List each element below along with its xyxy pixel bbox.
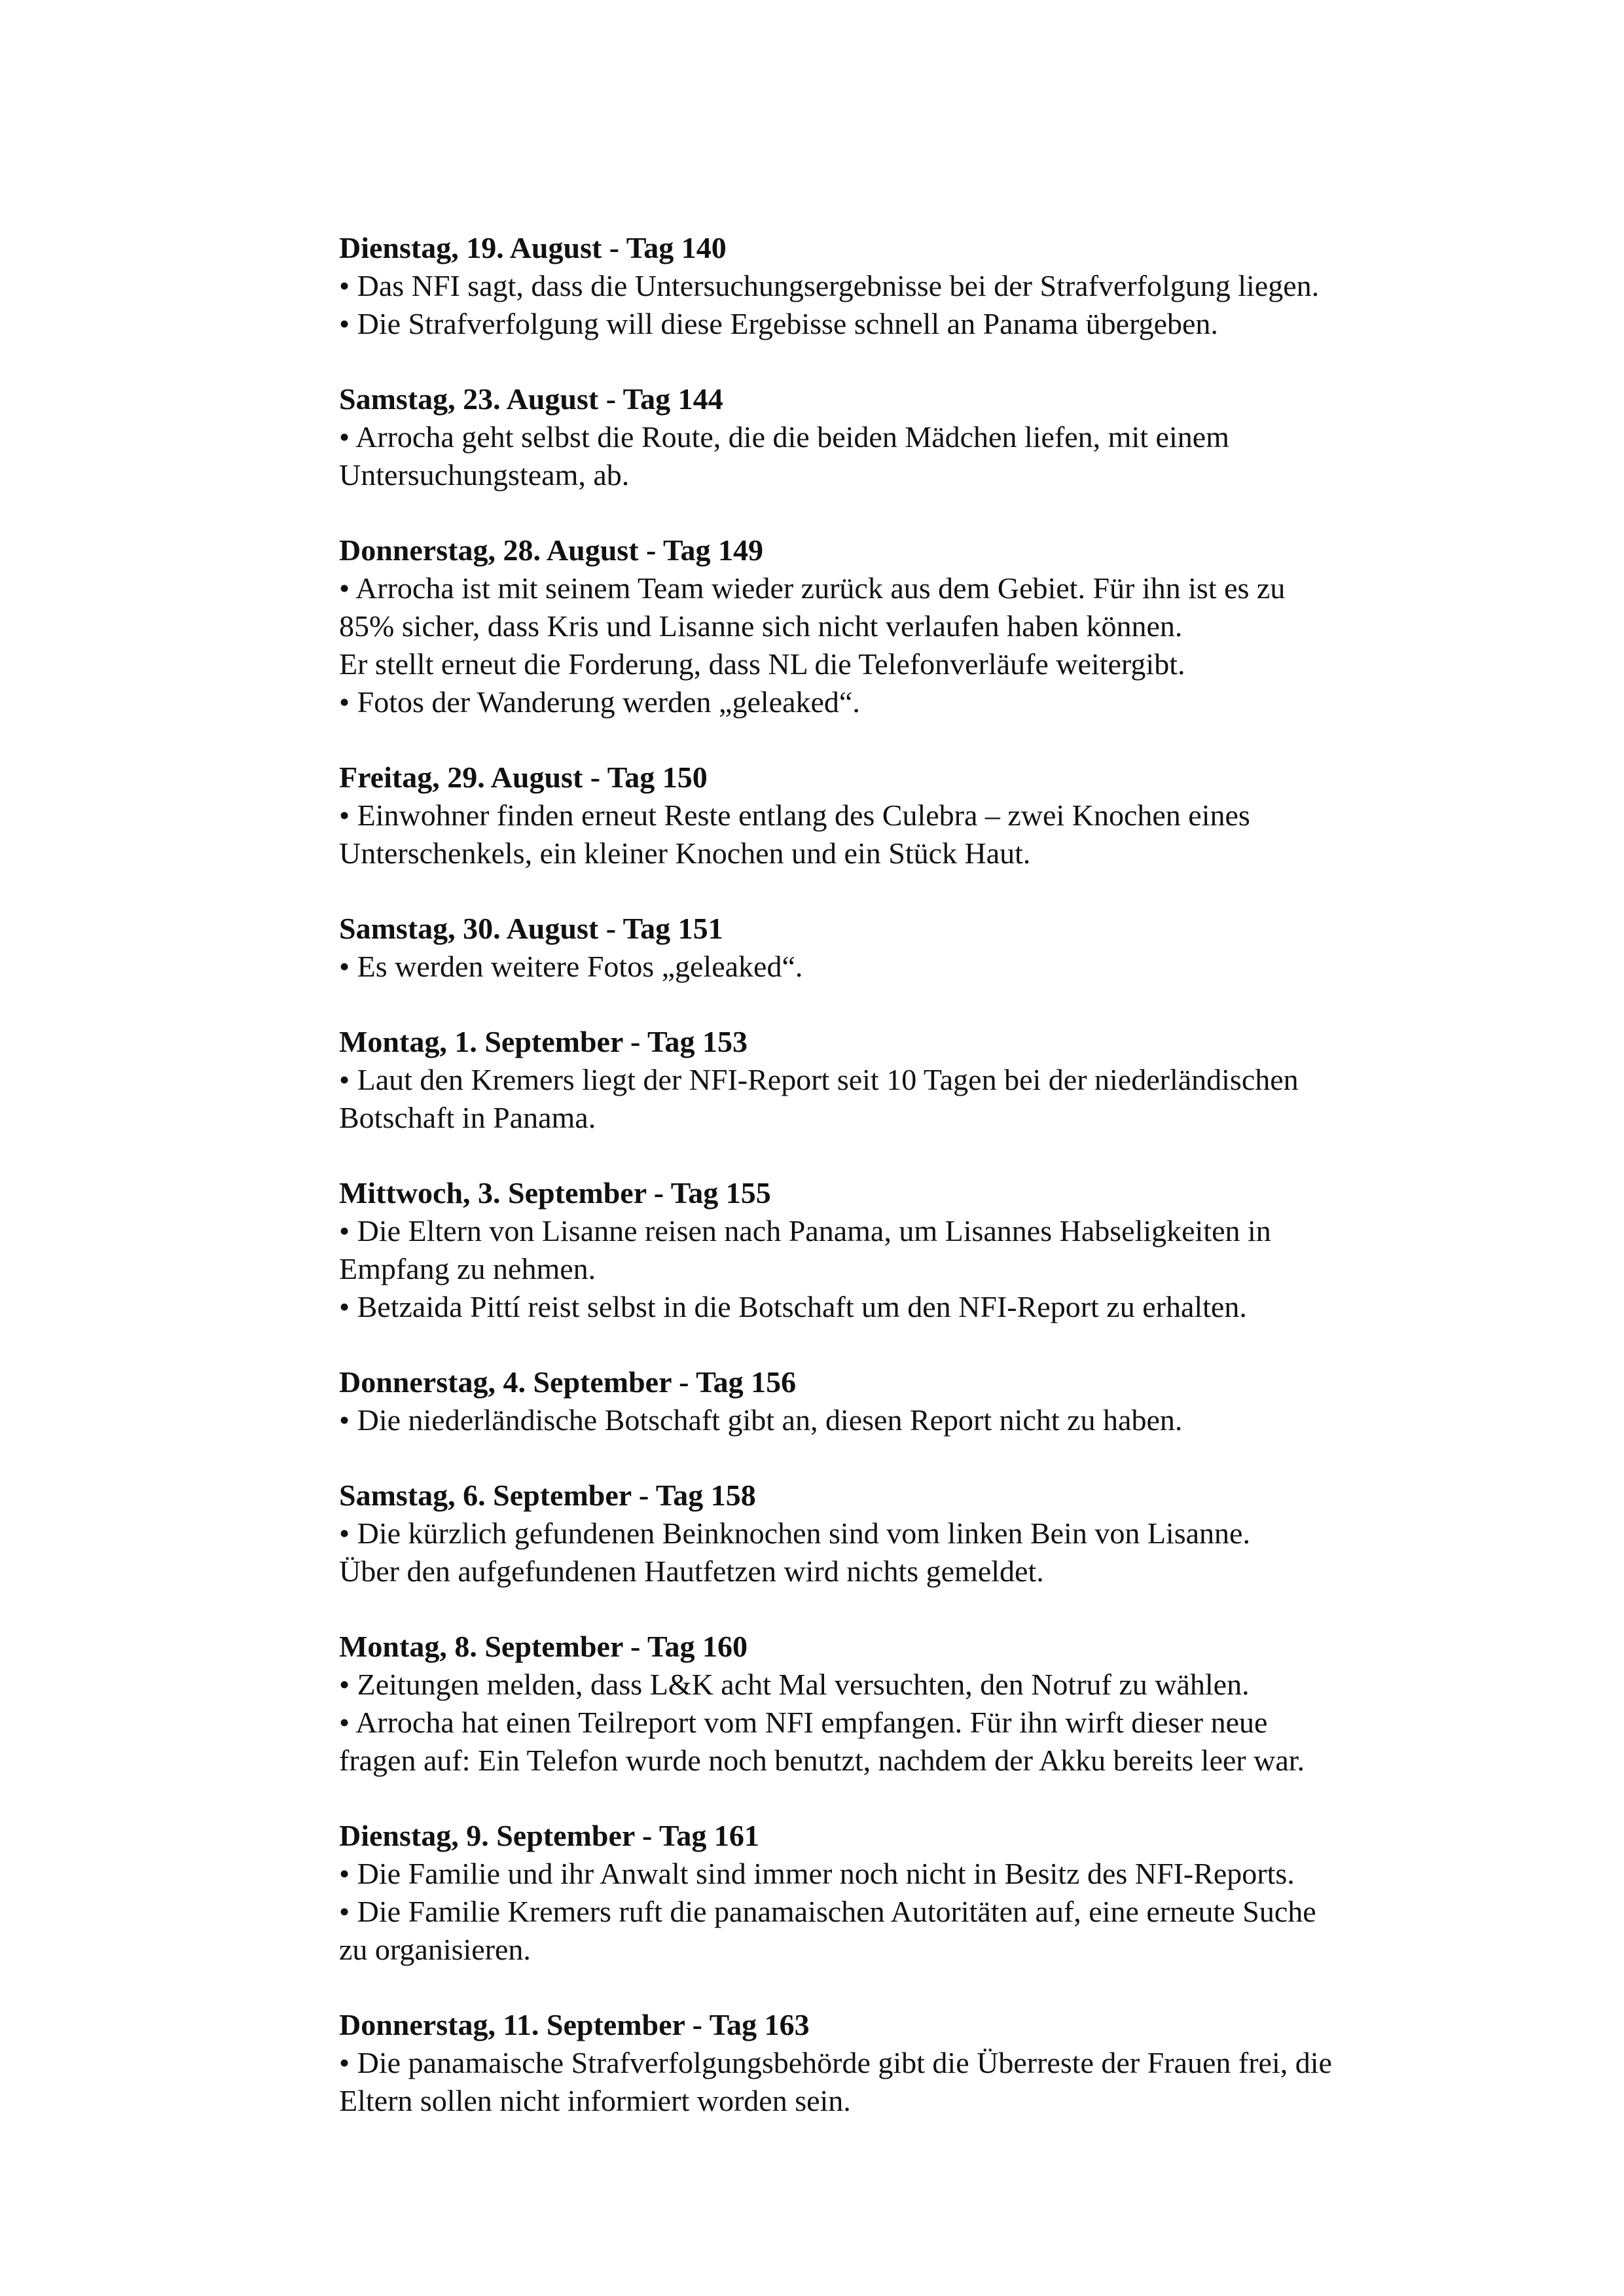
entry-line: Eltern sollen nicht informiert worden sein. [339, 2084, 851, 2117]
entry-line: • Arrocha ist mit seinem Team wieder zurück aus dem Gebiet. Für ihn ist es zu [339, 571, 1286, 605]
entry-line: Empfang zu nehmen. [339, 1252, 596, 1285]
entry-line: • Das NFI sagt, dass die Untersuchungsergebnisse bei der Strafverfolgung liegen. [339, 269, 1320, 302]
entry-title: Freitag, 29. August - Tag 150 [339, 761, 708, 794]
timeline-entry [339, 1628, 1465, 1780]
entry-line: • Einwohner finden erneut Reste entlang des Culebra – zwei Knochen eines [339, 798, 1250, 832]
timeline-entry [339, 531, 1465, 721]
entry-line: • Arrocha geht selbst die Route, die die beiden Mädchen liefen, mit einem [339, 420, 1229, 454]
entry-line: • Die Familie und ihr Anwalt sind immer noch nicht in Besitz des NFI-Reports. [339, 1857, 1295, 1890]
entry-line: Untersuchungsteam, ab. [339, 458, 630, 492]
timeline-entry [339, 759, 1465, 872]
entry-line: Unterschenkels, ein kleiner Knochen und ein Stück Haut. [339, 836, 1031, 870]
timeline-entry [339, 1817, 1465, 1969]
timeline-entry [339, 1174, 1465, 1326]
entry-title: Montag, 8. September - Tag 160 [339, 1630, 748, 1663]
entry-line: • Arrocha hat einen Teilreport vom NFI empfangen. Für ihn wirft dieser neue [339, 1706, 1268, 1739]
entry-line: • Die Familie Kremers ruft die panamaischen Autoritäten auf, eine erneute Suche [339, 1895, 1316, 1928]
entry-line: • Die niederländische Botschaft gibt an, diesen Report nicht zu haben. [339, 1403, 1183, 1437]
entry-title: Donnerstag, 4. September - Tag 156 [339, 1365, 797, 1399]
entry-title: Donnerstag, 11. September - Tag 163 [339, 2008, 810, 2041]
timeline-entry [339, 910, 1465, 986]
entry-line: • Laut den Kremers liegt der NFI-Report seit 10 Tagen bei der niederländischen [339, 1063, 1299, 1096]
entry-title: Mittwoch, 3. September - Tag 155 [339, 1176, 771, 1210]
entry-title: Dienstag, 19. August - Tag 140 [339, 231, 727, 264]
timeline-content [339, 229, 1465, 2157]
entry-line: • Die panamaische Strafverfolgungsbehörde gibt die Überreste der Frauen frei, die [339, 2046, 1332, 2079]
entry-line: • Die Strafverfolgung will diese Ergebisse schnell an Panama übergeben. [339, 307, 1218, 340]
entry-line: 85% sicher, dass Kris und Lisanne sich nicht verlaufen haben können. [339, 609, 1183, 643]
timeline-entry [339, 1477, 1465, 1590]
entry-line: • Die Eltern von Lisanne reisen nach Panama, um Lisannes Habseligkeiten in [339, 1214, 1271, 1247]
entry-title: Samstag, 6. September - Tag 158 [339, 1479, 756, 1512]
entry-title: Montag, 1. September - Tag 153 [339, 1025, 748, 1058]
timeline-entry [339, 1363, 1465, 1439]
entry-title: Dienstag, 9. September - Tag 161 [339, 1819, 759, 1852]
entry-line: zu organisieren. [339, 1933, 531, 1966]
timeline-entry [339, 229, 1465, 343]
entry-line: • Es werden weitere Fotos „geleaked“. [339, 950, 803, 983]
entry-line: Botschaft in Panama. [339, 1101, 596, 1134]
timeline-entry [339, 380, 1465, 494]
entry-line: fragen auf: Ein Telefon wurde noch benutzt, nachdem der Akku bereits leer war. [339, 1744, 1305, 1777]
timeline-entry [339, 1023, 1465, 1137]
entry-line: Über den aufgefundenen Hautfetzen wird nichts gemeldet. [339, 1554, 1044, 1588]
entry-title: Samstag, 30. August - Tag 151 [339, 912, 723, 945]
entry-line: • Fotos der Wanderung werden „geleaked“. [339, 685, 860, 719]
entry-line: Er stellt erneut die Forderung, dass NL die Telefonverläufe weitergibt. [339, 647, 1185, 681]
entry-title: Samstag, 23. August - Tag 144 [339, 382, 723, 416]
entry-line: • Zeitungen melden, dass L&K acht Mal versuchten, den Notruf zu wählen. [339, 1668, 1250, 1701]
entry-line: • Betzaida Pittí reist selbst in die Botschaft um den NFI-Report zu erhalten. [339, 1290, 1247, 1323]
entry-title: Donnerstag, 28. August - Tag 149 [339, 533, 763, 567]
entry-line: • Die kürzlich gefundenen Beinknochen sind vom linken Bein von Lisanne. [339, 1516, 1250, 1550]
timeline-entry [339, 2006, 1465, 2120]
